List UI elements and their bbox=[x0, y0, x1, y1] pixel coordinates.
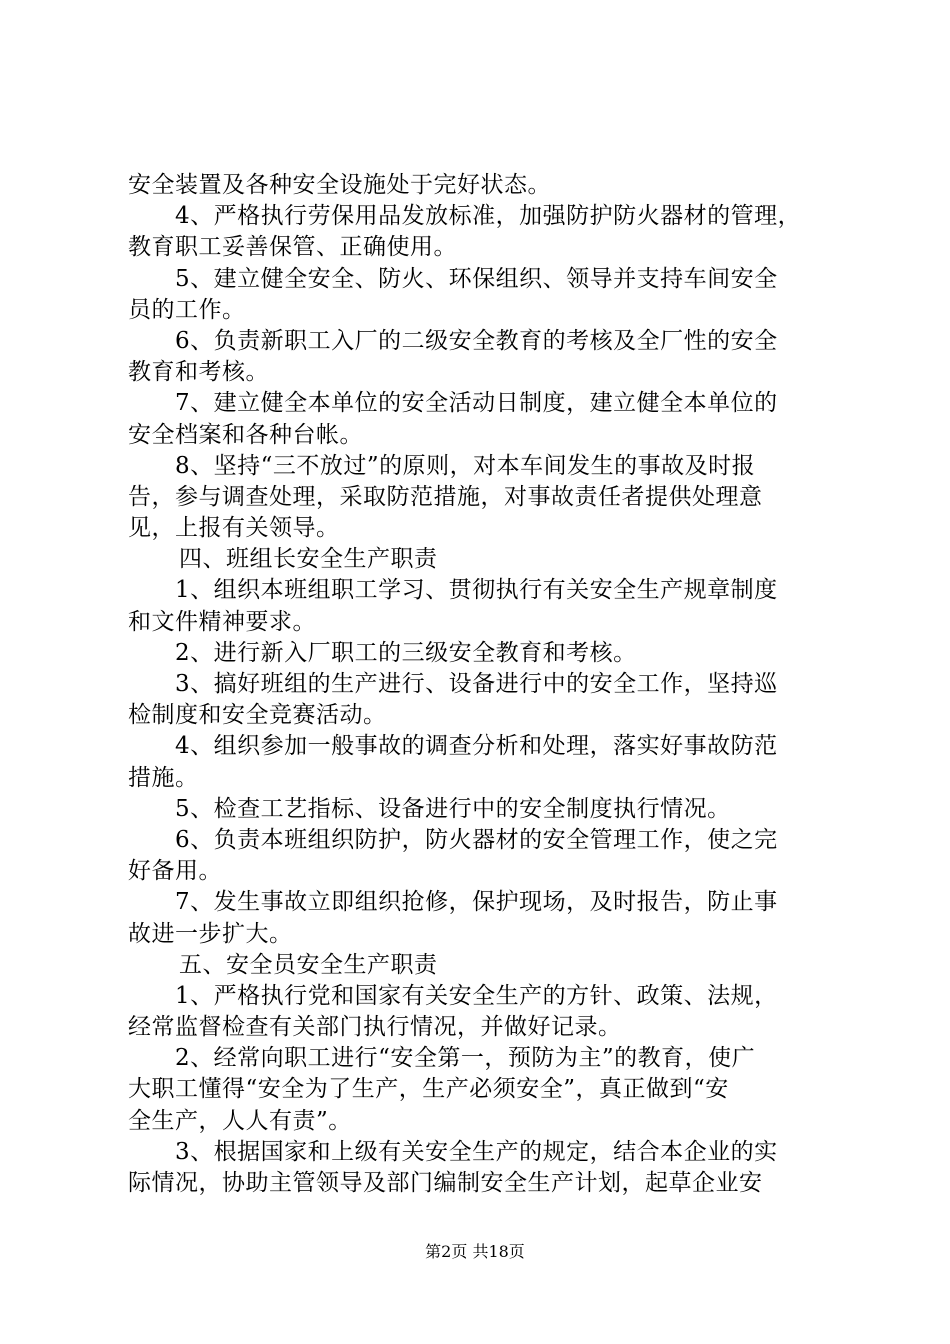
text-line: 3、搞好班组的生产进行、设备进行中的安全工作，坚持巡 bbox=[175, 671, 778, 697]
text-line: 全生产，人人有责”。 bbox=[128, 1107, 352, 1134]
text-line: 教育职工妥善保管、正确使用。 bbox=[128, 234, 457, 261]
text-line: 2、进行新入厂职工的三级安全教育和考核。 bbox=[175, 639, 637, 666]
page-number-footer: 第2页 共18页 bbox=[425, 1242, 525, 1261]
text-line: 安全档案和各种台帐。 bbox=[128, 421, 363, 448]
text-line: 3、根据国家和上级有关安全生产的规定，结合本企业的实 bbox=[175, 1138, 778, 1165]
text-line: 6、负责新职工入厂的二级安全教育的考核及全厂性的安全 bbox=[175, 327, 778, 354]
text-line: 8、坚持“三不放过”的原则，对本车间发生的事故及时报 bbox=[175, 452, 756, 479]
text-line: 告，参与调查处理，采取防范措施，对事故责任者提供处理意 bbox=[128, 483, 763, 510]
text-line: 4、严格执行劳保用品发放标准，加强防护防火器材的管理， bbox=[175, 203, 802, 230]
text-line: 4、组织参加一般事故的调查分析和处理，落实好事故防范 bbox=[175, 733, 778, 760]
text-line: 5、建立健全安全、防火、环保组织、领导并支持车间安全 bbox=[175, 265, 778, 292]
document-body bbox=[128, 170, 833, 1199]
text-line: 检制度和安全竞赛活动。 bbox=[128, 702, 387, 729]
text-line: 经常监督检查有关部门执行情况，并做好记录。 bbox=[128, 1014, 622, 1041]
text-line: 7、建立健全本单位的安全活动日制度，建立健全本单位的 bbox=[175, 390, 778, 417]
text-line: 和文件精神要求。 bbox=[128, 608, 316, 635]
text-line: 好备用。 bbox=[128, 858, 222, 885]
text-line: 教育和考核。 bbox=[128, 359, 269, 386]
section-heading: 四、班组长安全生产职责 bbox=[179, 546, 438, 573]
text-line: 措施。 bbox=[128, 764, 199, 791]
text-line: 7、发生事故立即组织抢修，保护现场，及时报告，防止事 bbox=[175, 889, 778, 916]
text-line: 1、组织本班组职工学习、贯彻执行有关安全生产规章制度 bbox=[175, 577, 778, 604]
text-line: 际情况，协助主管领导及部门编制安全生产计划，起草企业安 bbox=[128, 1170, 763, 1196]
text-line: 见，上报有关领导。 bbox=[128, 515, 340, 542]
text-line: 安全装置及各种安全设施处于完好状态。 bbox=[128, 172, 551, 198]
section-heading: 五、安全员安全生产职责 bbox=[179, 951, 438, 978]
text-line: 1、严格执行党和国家有关安全生产的方针、政策、法规， bbox=[175, 982, 778, 1009]
text-line: 6、负责本班组织防护，防火器材的安全管理工作，使之完 bbox=[175, 826, 778, 853]
text-line: 员的工作。 bbox=[128, 296, 246, 323]
text-line: 故进一步扩大。 bbox=[128, 920, 293, 947]
text-line: 5、检查工艺指标、设备进行中的安全制度执行情况。 bbox=[175, 795, 731, 822]
text-line: 2、经常向职工进行“安全第一，预防为主”的教育，使广 bbox=[175, 1045, 756, 1072]
text-line: 大职工懂得“安全为了生产，生产必须安全”，真正做到“安 bbox=[128, 1076, 729, 1103]
